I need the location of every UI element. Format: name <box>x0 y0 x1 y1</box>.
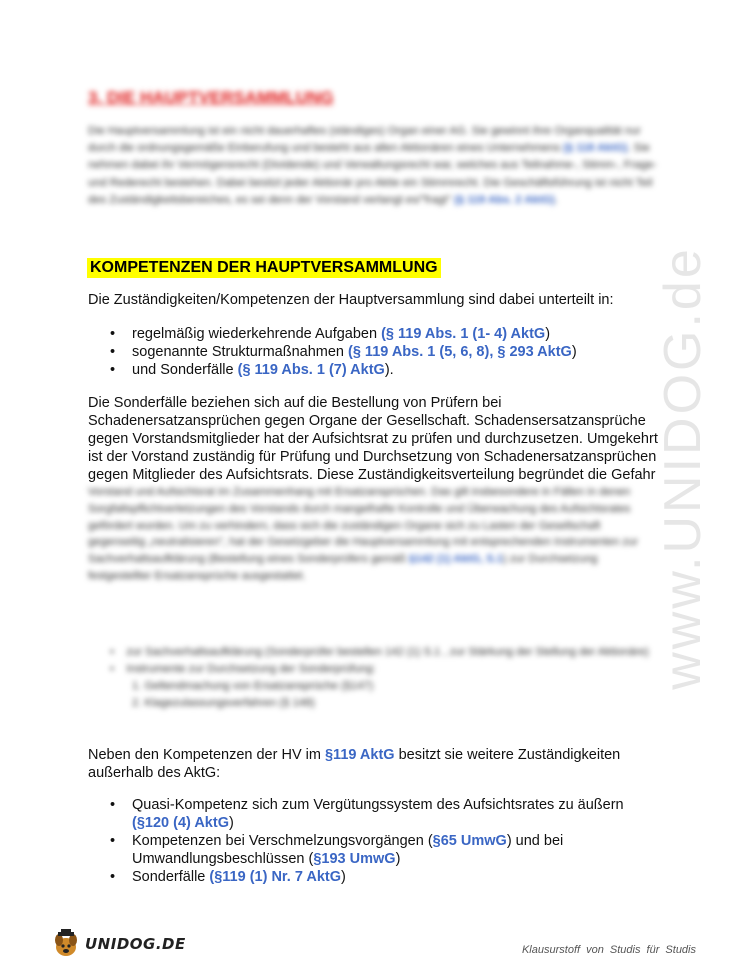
footer-logo[interactable] <box>52 927 186 961</box>
list-item <box>110 796 650 832</box>
blurred-list <box>110 644 660 712</box>
lead-paragraph: Die Zuständigkeiten/Kompetenzen der Hauptversammlung sind dabei unterteilt in: <box>88 292 614 308</box>
list-item-tail: ) und bei Umwandlungsbeschlüssen ( <box>132 833 564 867</box>
bullet-icon: • <box>110 326 116 342</box>
list-item-ref: (§ 119 Abs. 1 (5, 6, 8), § 293 AktG <box>348 344 572 360</box>
sub-item: 1. Geltendmachung von Ersatzansprüche (§147) <box>132 680 374 692</box>
logo-text: UNIDOG.DE <box>85 935 186 953</box>
list-item-ref: §65 UmwG <box>432 833 507 849</box>
list-item-text: Instrumente zur Durchsetzung der Sonderprüfung: <box>126 663 376 675</box>
list-item <box>110 361 650 379</box>
list-item <box>110 343 650 361</box>
list-item: • Instrumente zur Durchsetzung der Sonderprüfung: <box>110 663 376 675</box>
list-item <box>110 868 650 886</box>
list-item-text: und Sonderfälle <box>132 362 238 378</box>
list-item-ref: (§120 (4) AktG <box>132 815 229 831</box>
list-item-ref-2: §193 UmwG <box>313 851 396 867</box>
list-item-tail: ) <box>571 344 577 360</box>
lead2-tail: besitzt sie weitere Zuständigkeiten außerhalb des AktG: <box>88 747 621 781</box>
list-item <box>110 832 650 868</box>
body-blur-tail: ) zur Durchsetzung festgestellter Ersatzansprüche ausgestattet. <box>88 553 598 582</box>
competences-list <box>110 325 650 379</box>
body-blur-text: Vorstand und Aufsichtsrat im Zusammenhang mit Ersatzansprüchen. Das gilt insbesondere in Fällen in denen Sorgfaltspflichtverletzungen des Vorstands durch mangelhafte Kontrolle und Überwachung des Aufsichtsrates gefördert wurden. Um zu verhindern, dass sich die zuständigen Organe sich zu Lasten der Gesellschaft gegenseitig „neutralisieren", hat der Gesetzgeber die Hauptversammlung mit entsprechenden Instrumenten zur Sachverhaltsaufklärung (Bestellung eines Sonderprüfers gemäß <box>88 486 638 566</box>
list-item-text: regelmäßig wiederkehrende Aufgaben <box>132 326 382 342</box>
section-title: 3. DIE HAUPTVERSAMMLUNG <box>88 88 334 107</box>
sub-item: 2. Klagezulassungsverfahren (§ 148) <box>132 697 315 709</box>
body-blur-ref: §142 (1) AktG, S.1 <box>408 553 503 566</box>
list-item-tail: ) <box>545 326 551 342</box>
list-item-tail: ). <box>384 362 394 378</box>
list-item-text: sogenannte Strukturmaßnahmen <box>132 344 349 360</box>
intro-text-2: . Sie nehmen dabei ihr Vermögensrecht (Dividende) und Verwaltungsrecht war, welches aus Teilnahme-, Stimm-, Frage- und Rederecht bestehen. Dabei besitzt jeder Aktionär pro Aktie ein Stimmrecht. Die Geschäftsführung ist nicht Teil des Zuständigkeitsbereiches, es sei denn der Vorstand verlangt es/"fragt" <box>88 142 657 206</box>
body-paragraph: Die Sonderfälle beziehen sich auf die Bestellung von Prüfern bei Schadenersatzansprüchen gegen Organe der Gesellschaft. Schadensersatzansprüche gegen Vorstandsmitglieder hat der Aufsichtsrat zu prüfen und durchzusetzen. Umgekehrt ist der Vorstand zuständig für Prüfung und Durchsetzung von Schadenersatzansprüchen gegen Mitglieder des Aufsichtsrats. Diese Zuständigkeitsverteilung begründet die Gefahr <box>88 395 658 483</box>
list-item-text: Quasi-Kompetenz sich zum Vergütungssystem des Aufsichtsrates zu äußern <box>132 797 624 813</box>
list-item: • zur Sachverhaltsaufklärung (Sonderprüfer bestellen 142 (1) S.1 , zur Stärkung der Stellung der Aktionäre) <box>110 646 649 658</box>
list-item-ref: (§ 119 Abs. 1 (7) AktG <box>237 362 385 378</box>
footer-tagline: Klausurstoff von Studis für Studis <box>521 944 696 956</box>
lead2-text: Neben den Kompetenzen der HV im <box>88 747 325 763</box>
bullet-icon: • <box>110 869 116 885</box>
external-competences-list <box>110 796 650 886</box>
lead2-ref: §119 AktG <box>324 747 395 763</box>
list-item-text: Sonderfälle <box>132 869 210 885</box>
dog-logo-icon <box>52 929 82 959</box>
intro-ref-1: (§ 118 AktG) <box>563 142 628 155</box>
competences-heading: KOMPETENZEN DER HAUPTVERSAMMLUNG <box>87 258 441 278</box>
lead-paragraph-2 <box>88 746 668 782</box>
bullet-icon: • <box>110 797 116 813</box>
list-item-ref: (§ 119 Abs. 1 (1- 4) AktG <box>381 326 546 342</box>
intro-ref-2: (§ 119 Abs. 2 AktG) <box>454 193 555 206</box>
list-item-tail: ) <box>228 815 234 831</box>
intro-paragraph: Die Hauptversammlung ist ein nicht dauerhaftes (ständiges) Organ einer AG. Sie gewinnt ihre Organqualität nur durch die ordnungsgemäße Einberufung und besteht aus allen Aktionären eines Unternehmens (§ 118 AktG). Sie nehmen dabei ihr Vermögensrecht (Dividende) und Verwaltungsrecht war, welches aus Teilnahme-, Stimm-, Frage- und Rederecht bestehen. Dabei besitzt jeder Aktionär pro Aktie ein Stimmrecht. Die Geschäftsführung ist nicht Teil des Zuständigkeitsbereiches, es sei denn der Vorstand verlangt es/"fragt" (§ 119 Abs. 2 AktG). <box>88 125 657 206</box>
list-item <box>110 325 650 343</box>
bullet-icon: • <box>110 344 116 360</box>
list-item-ref: (§119 (1) Nr. 7 AktG <box>209 869 342 885</box>
list-item-text: Kompetenzen bei Verschmelzungsvorgängen ( <box>132 833 433 849</box>
watermark: www.UNIDOG.de <box>654 246 712 690</box>
list-item-text: zur Sachverhaltsaufklärung (Sonderprüfer bestellen 142 (1) S.1 , zur Stärkung der Stellung der Aktionäre) <box>126 646 649 658</box>
bullet-icon: • <box>110 833 116 849</box>
list-item-tail-2: ) <box>395 851 401 867</box>
body-paragraph-blurred <box>88 484 658 585</box>
bullet-icon: • <box>110 362 116 378</box>
list-item-tail: ) <box>341 869 346 885</box>
intro-text: Die Hauptversammlung ist ein nicht dauerhaftes (ständiges) Organ einer AG. Sie gewinnt ihre Organqualität nur durch die ordnungsgemäße Einberufung und besteht aus allen Aktionären eines Unternehmens <box>88 125 641 155</box>
